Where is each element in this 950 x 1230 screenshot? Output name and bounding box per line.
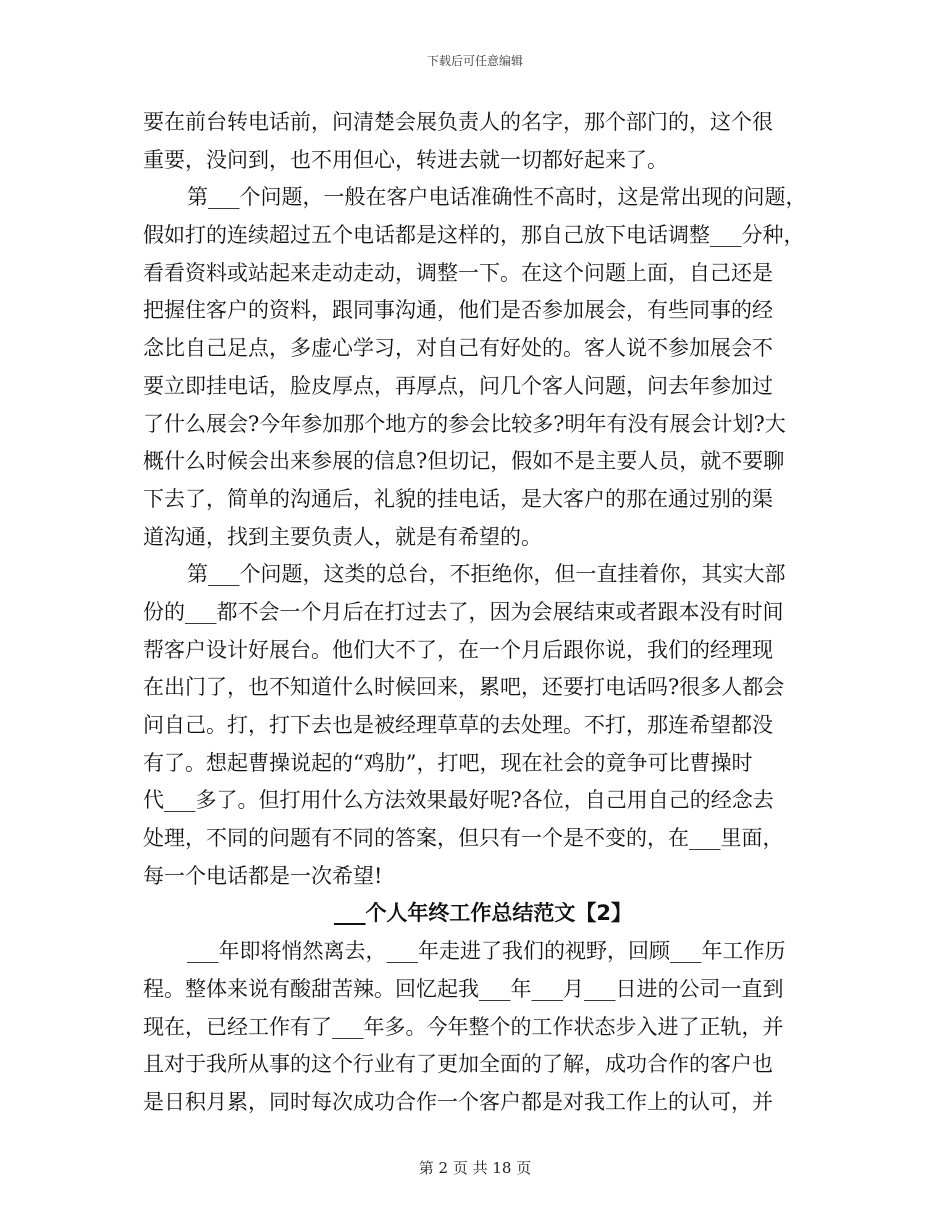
text-line: 且对于我所从事的这个行业有了更加全面的了解，成功合作的客户也 [143, 1052, 773, 1077]
text-line: 看看资料或站起来走动走动，调整一下。在这个问题上面，自己还是 [143, 260, 773, 285]
text-line: 处理，不同的问题有不同的答案，但只有一个是不变的，在___里面， [143, 826, 784, 851]
text-line: 重要，没问到，也不用但心，转进去就一切都好起来了。 [143, 147, 668, 172]
text-line: 了什么展会?今年参加那个地方的参会比较多?明年有没有展会计划?大 [143, 411, 786, 436]
text-line: 把握住客户的资料，跟同事沟通，他们是否参加展会，有些同事的经 [143, 298, 773, 323]
text-line: 要立即挂电话，脸皮厚点，再厚点，问几个客人问题，问去年参加过 [143, 373, 773, 398]
text-line: 概什么时候会出来参展的信息?但切记，假如不是主要人员，就不要聊 [143, 449, 785, 474]
text-line: 念比自己足点，多虚心学习，对自己有好处的。客人说不参加展会不 [143, 336, 773, 361]
text-line: 假如打的连续超过五个电话都是这样的，那自己放下电话调整___分种， [143, 223, 805, 248]
text-line: ___年即将悄然离去，___年走进了我们的视野，回顾___年工作历 [187, 939, 786, 964]
text-line: 下去了，简单的沟通后，礼貌的挂电话，是大客户的那在通过别的渠 [143, 486, 773, 511]
page-header: 下载后可任意编辑 [426, 54, 523, 68]
text-line: 代___多了。但打用什么方法效果最好呢?各位，自己用自己的经念去 [143, 788, 774, 813]
text-line: 第___个问题，一般在客户电话准确性不高时，这是常出现的问题， [187, 185, 807, 210]
section-title: ___个人年终工作总结范文【2】 [333, 901, 633, 926]
text-line: 份的___都不会一个月后在打过去了，因为会展结束或者跟本没有时间 [143, 599, 784, 624]
page-footer: 第 2 页 共 18 页 [418, 1159, 532, 1177]
document-body [143, 104, 823, 1122]
text-line: 每一个电话都是一次希望! [143, 863, 383, 888]
text-line: 是日积月累，同时每次成功合作一个客户都是对我工作上的认可，并 [143, 1089, 773, 1114]
text-line: 有了。想起曹操说起的“鸡肋”，打吧，现在社会的竟争可比曹操时 [143, 750, 753, 775]
text-line: 第___个问题，这类的总台，不拒绝你，但一直挂着你，其实大部 [187, 562, 786, 587]
text-line: 在出门了，也不知道什么时候回来，累吧，还要打电话吗?很多人都会 [143, 675, 785, 700]
text-line: 现在，已经工作有了___年多。今年整个的工作状态步入进了正轨，并 [143, 1014, 784, 1039]
text-line: 道沟通，找到主要负责人，就是有希望的。 [143, 524, 542, 549]
text-line: 程。整体来说有酸甜苦辣。回忆起我___年___月___日进的公司一直到 [143, 976, 784, 1001]
text-line: 要在前台转电话前，问清楚会展负责人的名字，那个部门的，这个很 [143, 110, 773, 134]
text-line: 问自己。打，打下去也是被经理草草的去处理。不打，那连希望都没 [143, 713, 773, 737]
text-line: 帮客户设计好展台。他们大不了，在一个月后跟你说，我们的经理现 [143, 637, 773, 662]
